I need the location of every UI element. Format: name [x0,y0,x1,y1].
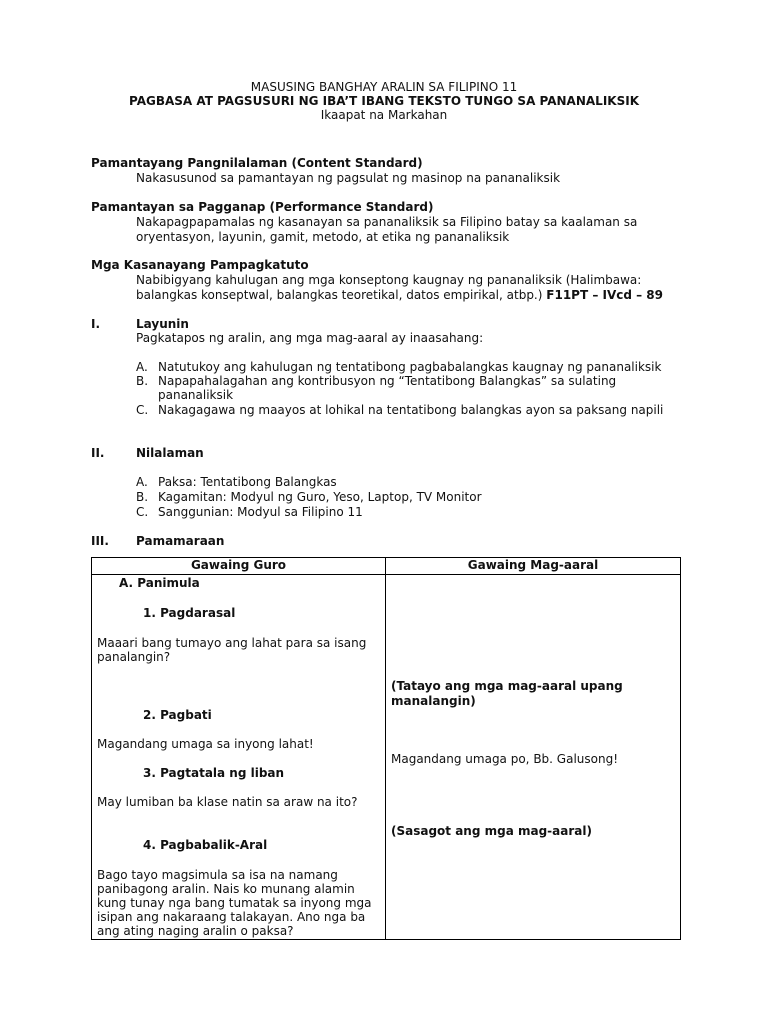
section-number: III. [91,534,109,548]
student-line: Magandang umaga po, Bb. Galusong! [391,752,619,766]
section-number: I. [91,317,101,331]
step-heading: 1. Pagdarasal [143,606,236,620]
list-item-letter: A. [136,360,148,374]
content-item: Kagamitan: Modyul ng Guro, Yeso, Laptop, TV Monitor [158,490,482,504]
teacher-line: panibagong aralin. Nais ko munang alamin [97,882,355,896]
list-item-letter: A. [136,475,148,489]
teacher-activity-cell [92,575,386,940]
competency-heading: Mga Kasanayang Pampagkatuto [91,258,309,272]
column-header-student: Gawaing Mag-aaral [386,558,681,575]
competency-code: F11PT – IVcd – 89 [546,288,664,302]
competency-line: Nabibigyang kahulugan ang mga konseptong kaugnay ng pananaliksik (Halimbawa: [136,273,642,287]
competency-text: balangkas konseptwal, balangkas teoretikal, datos empirikal, atbp.) [136,288,543,302]
section-title-nilalaman: Nilalaman [136,446,204,460]
quarter-label: Ikaapat na Markahan [320,108,448,122]
teacher-line: isipan ang nakaraang talakayan. Ano nga ba [97,910,366,924]
list-item-letter: B. [136,374,149,388]
section-title-layunin: Layunin [136,317,189,331]
teacher-line: May lumiban ba klase natin sa araw na ito? [97,795,358,809]
section-number: II. [91,446,105,460]
section-title-pamamaraan: Pamamaraan [136,534,225,548]
document-title: MASUSING BANGHAY ARALIN SA FILIPINO 11 [250,80,518,94]
student-line: (Tatayo ang mga mag-aaral upang [391,679,623,693]
objective-item: Natutukoy ang kahulugan ng tentatibong pagbabalangkas kaugnay ng pananaliksik [158,360,662,374]
list-item-letter: B. [136,490,149,504]
competency-line [136,288,663,303]
objective-item: Napapahalagahan ang kontribusyon ng “Tentatibong Balangkas” sa sulating [158,374,617,388]
performance-standard-heading: Pamantayan sa Pagganap (Performance Standard) [91,200,434,214]
step-heading: 3. Pagtatala ng liban [143,766,285,780]
teacher-line: kung tunay nga bang tumatak sa inyong mga [97,896,372,910]
list-item-letter: C. [136,403,149,417]
teacher-line: Bago tayo magsimula sa isa na namang [97,868,338,882]
performance-standard-line: Nakapagpapamalas ng kasanayan sa pananaliksik sa Filipino batay sa kaalaman sa [136,215,638,229]
objective-item-cont: pananaliksik [158,388,234,402]
procedure-table [91,557,681,940]
column-header-teacher: Gawaing Guro [92,558,386,575]
performance-standard-line: oryentasyon, layunin, gamit, metodo, at etika ng pananaliksik [136,230,510,244]
content-standard-text: Nakasusunod sa pamantayan ng pagsulat ng masinop na pananaliksik [136,171,561,185]
part-heading: A. Panimula [119,576,200,590]
content-item: Sanggunian: Modyul sa Filipino 11 [158,505,363,519]
student-activity-cell [386,575,681,940]
teacher-line: Magandang umaga sa inyong lahat! [97,737,314,751]
step-heading: 2. Pagbati [143,708,212,722]
objectives-intro: Pagkatapos ng aralin, ang mga mag-aaral ay inaasahang: [136,331,484,345]
subject-title: PAGBASA AT PAGSUSURI NG IBA’T IBANG TEKSTO TUNGO SA PANANALIKSIK [129,94,639,108]
student-line: (Sasagot ang mga mag-aaral) [391,824,592,838]
content-item: Paksa: Tentatibong Balangkas [158,475,337,489]
student-line: manalangin) [391,694,476,708]
teacher-line: panalangin? [97,650,171,664]
content-standard-heading: Pamantayang Pangnilalaman (Content Standard) [91,156,423,170]
list-item-letter: C. [136,505,149,519]
objective-item: Nakagagawa ng maayos at lohikal na tentatibong balangkas ayon sa paksang napili [158,403,664,417]
teacher-line: ang ating naging aralin o paksa? [97,924,294,938]
step-heading: 4. Pagbabalik-Aral [143,838,268,852]
teacher-line: Maaari bang tumayo ang lahat para sa isang [97,636,367,650]
